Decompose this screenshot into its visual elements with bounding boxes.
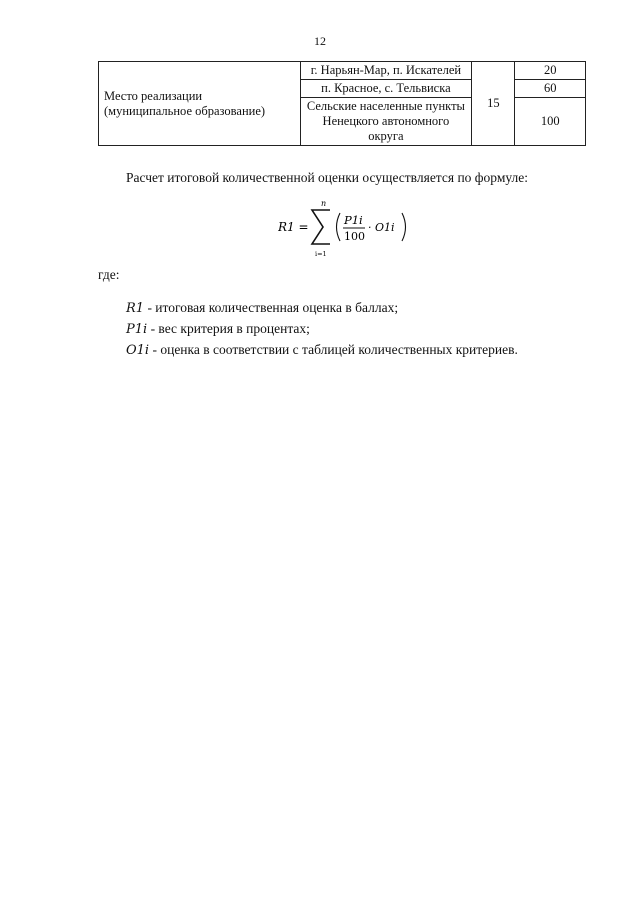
sigma-icon xyxy=(312,210,330,244)
definition-item xyxy=(126,340,518,361)
criterion-subname: (муниципальное образование) xyxy=(104,103,266,118)
weight-cell: 15 xyxy=(472,62,515,146)
definition-text: - вес критерия в процентах; xyxy=(147,321,310,336)
score-cell: 100 xyxy=(515,98,586,146)
location-line: Ненецкого автономного xyxy=(322,114,450,128)
formula xyxy=(278,198,438,260)
criterion-name: Место реализации xyxy=(104,88,203,103)
criterion-name-cell xyxy=(99,62,301,146)
definition-symbol: O1i xyxy=(126,343,150,358)
fraction-numerator: P1i xyxy=(344,213,363,227)
formula-multiplier: · O1i xyxy=(368,221,395,234)
definition-item xyxy=(126,298,518,319)
definition-text: - итоговая количественная оценка в баллах; xyxy=(144,300,399,315)
definition-symbol: R1 xyxy=(126,301,145,316)
table-row xyxy=(99,62,586,80)
location-line: округа xyxy=(368,129,404,143)
sum-upper-limit: n xyxy=(321,199,327,208)
definitions-list xyxy=(126,298,518,361)
right-paren-icon xyxy=(402,213,406,241)
where-label: где: xyxy=(98,267,120,282)
location-line: Сельские населенные пункты xyxy=(306,99,465,113)
sum-lower-limit: i=1 xyxy=(315,250,327,258)
location-cell xyxy=(300,98,472,146)
page-number: 12 xyxy=(314,34,326,48)
fraction-denominator: 100 xyxy=(344,230,365,243)
formula-graphic xyxy=(278,198,438,260)
definition-item xyxy=(126,319,518,340)
formula-lhs: R1 = xyxy=(278,220,309,234)
location-cell: г. Нарьян-Мар, п. Искателей xyxy=(300,62,472,80)
formula-intro: Расчет итоговой количественной оценки осуществляется по формуле: xyxy=(126,170,529,185)
criteria-table xyxy=(98,61,586,146)
left-paren-icon xyxy=(337,213,341,241)
score-cell: 60 xyxy=(515,80,586,98)
location-cell: п. Красное, с. Тельвиска xyxy=(300,80,472,98)
definition-symbol: P1i xyxy=(126,322,148,337)
score-cell: 20 xyxy=(515,62,586,80)
definition-text: - оценка в соответствии с таблицей количественных критериев. xyxy=(149,342,518,357)
